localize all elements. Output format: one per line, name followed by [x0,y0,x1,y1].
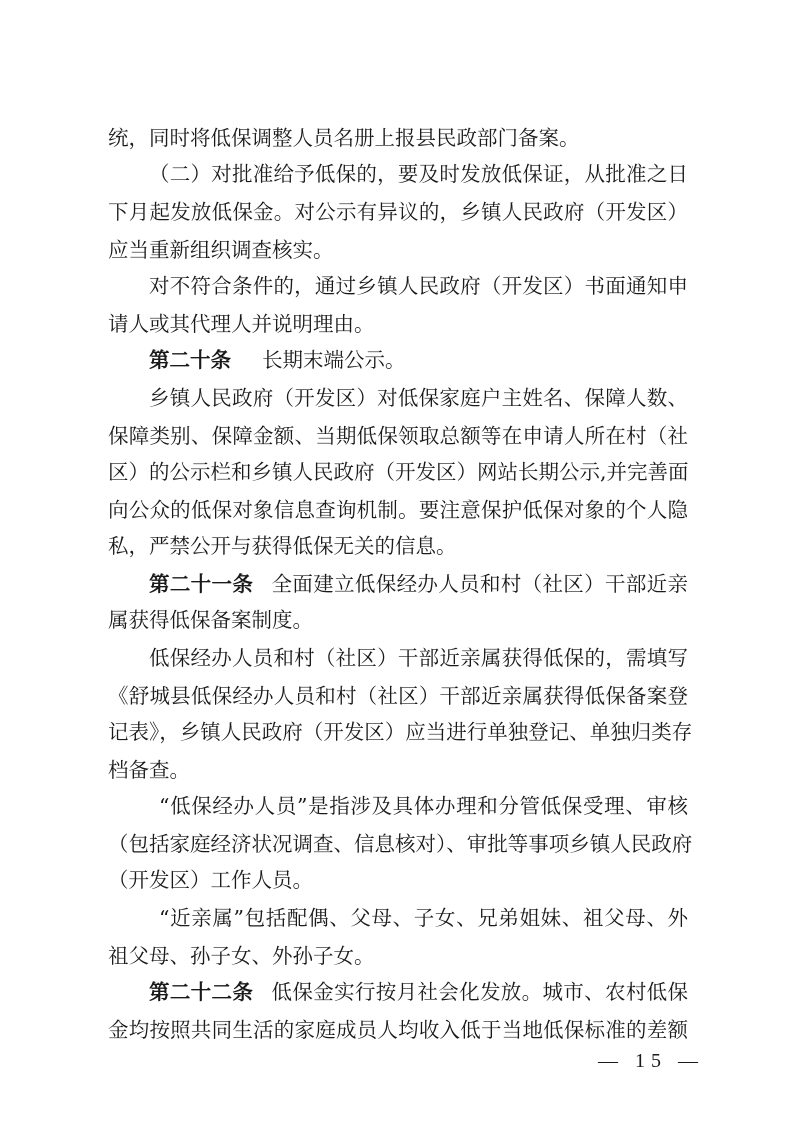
paragraph-line: 档备查。 [108,758,190,782]
article-number: 第二十条 [149,348,231,372]
article-title: 低保金实行按月社会化发放。城市、农村低保 [271,980,689,1004]
paragraph-line: （二）对批准给予低保的，要及时发放低保证，从批准之日 [149,162,688,186]
paragraph-line: 金均按照共同生活的家庭成员人均收入低于当地低保标准的差额 [108,1018,688,1042]
paragraph-line: 请人或其代理人并说明理由。 [108,312,375,336]
paragraph-line: 乡镇人民政府（开发区）对低保家庭户主姓名、保障人数、 [149,386,688,410]
article-heading [149,570,688,598]
paragraph-line: 保障类别、保障金额、当期低保领取总额等在申请人所在村（社 [108,424,688,448]
paragraph-line: 区）的公示栏和乡镇人民政府（开发区）网站长期公示,并完善面 [108,460,689,484]
paragraph-line: 统，同时将低保调整人员名册上报县民政部门备案。 [108,126,580,150]
paragraph-line: 下月起发放低保金。对公示有异议的，乡镇人民政府（开发区） [108,200,688,224]
article-title: 全面建立低保经办人员和村（社区）干部近亲 [271,572,689,596]
article-heading [149,346,688,374]
article-number: 第二十二条 [149,980,254,1004]
article-heading [149,978,688,1006]
paragraph-line: 对不符合条件的，通过乡镇人民政府（开发区）书面通知申 [149,274,688,298]
paragraph-line: （开发区）工作人员。 [108,868,313,892]
paragraph-line: “低保经办人员”是指涉及具体办理和分管低保受理、审核 [159,794,688,818]
paragraph-line: 祖父母、孙子女、外孙子女。 [108,944,375,968]
page-number: — 15 — [598,1050,704,1072]
article-title: 长期末端公示。 [262,348,406,372]
paragraph-line: 应当重新组织调查核实。 [108,238,334,262]
paragraph-line: 私，严禁公开与获得低保无关的信息。 [108,534,457,558]
paragraph-line: 向公众的低保对象信息查询机制。要注意保护低保对象的个人隐 [108,498,688,522]
paragraph-line: 记表》，乡镇人民政府（开发区）应当进行单独登记、单独归类存 [108,720,693,744]
paragraph-line: “近亲属”包括配偶、父母、子女、兄弟姐妹、祖父母、外 [159,906,688,930]
paragraph-line: 《舒城县低保经办人员和村（社区）干部近亲属获得低保备案登 [108,684,688,708]
article-number: 第二十一条 [149,572,254,596]
paragraph-line: （包括家庭经济状况调查、信息核对）、审批等事项乡镇人民政府 [108,832,693,856]
paragraph-line: 属获得低保备案制度。 [108,608,313,632]
paragraph-line: 低保经办人员和村（社区）干部近亲属获得低保的，需填写 [149,646,688,670]
